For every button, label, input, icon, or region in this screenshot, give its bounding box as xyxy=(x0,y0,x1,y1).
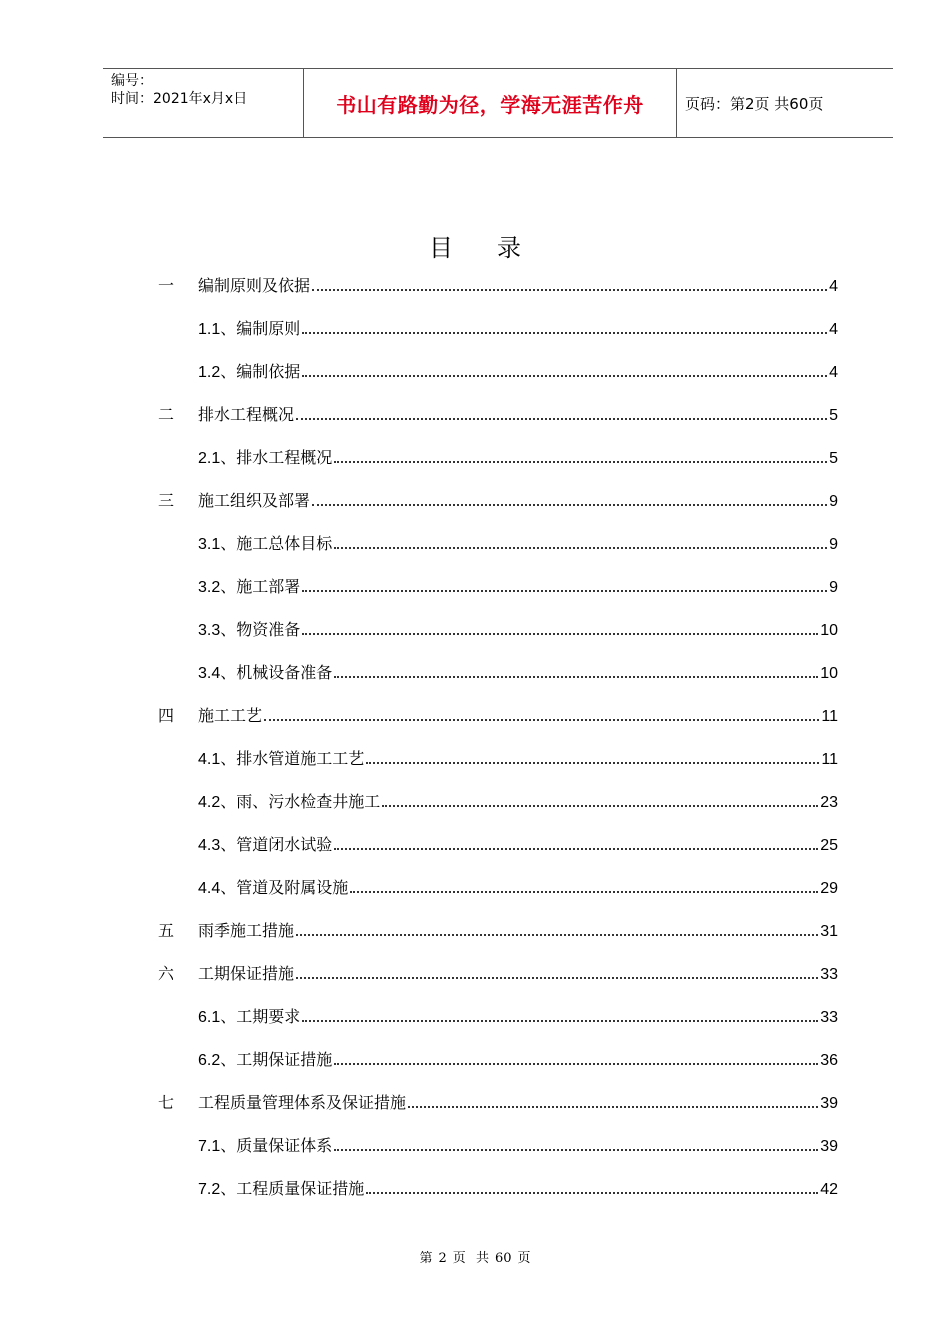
toc-title-char: 目 xyxy=(429,234,453,262)
toc-entry[interactable] xyxy=(158,786,838,812)
toc-dot-leader xyxy=(382,805,818,807)
toc-title xyxy=(0,228,950,263)
toc-dot-leader xyxy=(302,332,827,334)
toc-entry-page: 4 xyxy=(829,364,838,381)
toc-entry[interactable] xyxy=(158,700,838,726)
header-left-cell xyxy=(103,69,303,137)
toc-dot-leader xyxy=(264,719,819,721)
toc-entry-label: 工程质量保证措施 xyxy=(236,1179,365,1198)
toc-entry-page: 4 xyxy=(829,321,838,338)
footer-total-pages: 60 xyxy=(494,1251,512,1266)
toc-entry[interactable] xyxy=(158,571,838,597)
toc-entry-page: 10 xyxy=(820,665,838,682)
code-label: 编号： xyxy=(111,73,153,89)
toc-entry-label: 物资准备 xyxy=(236,620,301,639)
toc-entry[interactable] xyxy=(158,356,838,382)
toc-entry[interactable] xyxy=(158,743,838,769)
toc-dot-leader xyxy=(334,1149,818,1151)
toc-entry-page: 39 xyxy=(820,1095,838,1112)
toc-entry-number: 4.4、 xyxy=(198,880,237,897)
toc-entry-label: 施工组织及部署 xyxy=(198,491,311,510)
toc-entry-number: 3.4、 xyxy=(198,665,237,682)
toc-entry-number: 3.1、 xyxy=(198,536,237,553)
toc-entry[interactable] xyxy=(158,915,838,941)
toc-entry-label: 工期保证措施 xyxy=(236,1050,333,1069)
toc-dot-leader xyxy=(334,1063,818,1065)
toc-entry-number: 六 xyxy=(158,964,175,983)
toc-entry-page: 31 xyxy=(820,923,838,940)
toc-entry-number: 四 xyxy=(158,706,175,725)
toc-entry-page: 9 xyxy=(829,579,838,596)
footer-part: 第 xyxy=(419,1251,433,1266)
toc-dot-leader xyxy=(334,676,818,678)
footer-part: 共 xyxy=(475,1251,489,1266)
page-header xyxy=(103,68,893,138)
toc-dot-leader xyxy=(296,418,827,420)
toc-dot-leader xyxy=(312,504,827,506)
toc-entry-number: 1.2、 xyxy=(198,364,237,381)
toc-entry[interactable] xyxy=(158,528,838,554)
toc-entry[interactable] xyxy=(158,1087,838,1113)
toc-entry-page: 11 xyxy=(821,751,838,768)
toc-entry-page: 33 xyxy=(820,966,838,983)
toc-entry-page: 25 xyxy=(820,837,838,854)
toc-entry-number: 6.1、 xyxy=(198,1009,237,1026)
toc-entry[interactable] xyxy=(158,872,838,898)
toc-entry-page: 5 xyxy=(829,450,838,467)
toc-entry-number: 七 xyxy=(158,1093,175,1112)
toc-entry-label: 排水管道施工工艺 xyxy=(236,749,365,768)
toc-entry-label: 管道及附属设施 xyxy=(236,878,349,897)
toc-entry-label: 雨季施工措施 xyxy=(198,921,295,940)
toc-entry[interactable] xyxy=(158,829,838,855)
toc-entry-label: 工程质量管理体系及保证措施 xyxy=(198,1093,407,1112)
toc-dot-leader xyxy=(296,977,818,979)
toc-dot-leader xyxy=(350,891,818,893)
toc-entry-number: 6.2、 xyxy=(198,1052,237,1069)
toc-entry-number: 2.1、 xyxy=(198,450,237,467)
toc-entry-label: 雨、污水检查井施工 xyxy=(236,792,381,811)
toc-entry-label: 编制依据 xyxy=(236,362,301,381)
toc-entry-number: 7.1、 xyxy=(198,1138,237,1155)
toc-entry[interactable] xyxy=(158,958,838,984)
toc-entry[interactable] xyxy=(158,1173,838,1199)
toc-entry-label: 排水工程概况 xyxy=(198,405,295,424)
toc-entry-number: 4.2、 xyxy=(198,794,237,811)
toc-entry-label: 工期保证措施 xyxy=(198,964,295,983)
footer-current-page: 2 xyxy=(438,1251,447,1266)
toc-entry-number: 3.3、 xyxy=(198,622,237,639)
toc-entry-number: 一 xyxy=(158,276,175,295)
page-footer xyxy=(0,1247,950,1266)
toc-entry[interactable] xyxy=(158,442,838,468)
header-page-info: 页码：第2页 共60页 xyxy=(685,94,824,113)
toc-entry-number: 三 xyxy=(158,491,175,510)
toc-entry-label: 工期要求 xyxy=(236,1007,301,1026)
toc-entry-label: 质量保证体系 xyxy=(236,1136,333,1155)
footer-part: 页 xyxy=(452,1251,466,1266)
toc-entry-number: 4.3、 xyxy=(198,837,237,854)
toc-entry-page: 10 xyxy=(820,622,838,639)
toc-entry-label: 管道闭水试验 xyxy=(236,835,333,854)
toc-dot-leader xyxy=(408,1106,818,1108)
toc-entry-label: 机械设备准备 xyxy=(236,663,333,682)
footer-part: 页 xyxy=(517,1251,531,1266)
toc-dot-leader xyxy=(296,934,818,936)
toc-title-char: 录 xyxy=(497,234,521,262)
toc-entry[interactable] xyxy=(158,485,838,511)
toc-entry-page: 9 xyxy=(829,536,838,553)
toc-entry-page: 23 xyxy=(820,794,838,811)
toc-entry[interactable] xyxy=(158,1130,838,1156)
toc-entry-page: 33 xyxy=(820,1009,838,1026)
toc-dot-leader xyxy=(302,590,827,592)
toc-entry-label: 编制原则 xyxy=(236,319,301,338)
toc-entry-page: 11 xyxy=(821,708,838,725)
toc-entry-label: 施工部署 xyxy=(236,577,301,596)
toc-dot-leader xyxy=(312,289,827,291)
toc-entry-page: 5 xyxy=(829,407,838,424)
toc-entry[interactable] xyxy=(158,399,838,425)
toc-dot-leader xyxy=(302,375,827,377)
toc-entry[interactable] xyxy=(158,1001,838,1027)
toc-entry[interactable] xyxy=(158,657,838,683)
toc-entry-number: 7.2、 xyxy=(198,1181,237,1198)
time-label: 时间：2021年x月x日 xyxy=(111,91,248,107)
toc-dot-leader xyxy=(334,848,818,850)
toc-entry[interactable] xyxy=(158,313,838,339)
toc-entry-number: 4.1、 xyxy=(198,751,237,768)
toc-dot-leader xyxy=(366,1192,818,1194)
toc-dot-leader xyxy=(334,547,827,549)
toc-entry-label: 编制原则及依据 xyxy=(198,276,311,295)
toc-entry-label: 排水工程概况 xyxy=(236,448,333,467)
toc-dot-leader xyxy=(334,461,827,463)
toc-entry[interactable] xyxy=(158,614,838,640)
toc-entry[interactable] xyxy=(158,270,838,296)
toc-entry-page: 29 xyxy=(820,880,838,897)
toc-entry-number: 二 xyxy=(158,405,175,424)
toc-entry-page: 36 xyxy=(820,1052,838,1069)
toc-entry-page: 39 xyxy=(820,1138,838,1155)
toc-entry-number: 3.2、 xyxy=(198,579,237,596)
toc-entry-page: 9 xyxy=(829,493,838,510)
toc-entry-label: 施工工艺 xyxy=(198,706,263,725)
toc-entry-number: 1.1、 xyxy=(198,321,237,338)
toc-dot-leader xyxy=(302,1020,818,1022)
toc-entry[interactable] xyxy=(158,1044,838,1070)
toc-dot-leader xyxy=(366,762,819,764)
header-motto: 书山有路勤为径，学海无涯苦作舟 xyxy=(303,69,677,137)
toc-entry-label: 施工总体目标 xyxy=(236,534,333,553)
toc-entry-page: 42 xyxy=(820,1181,838,1198)
toc-entry-page: 4 xyxy=(829,278,838,295)
toc-dot-leader xyxy=(302,633,818,635)
toc-entry-number: 五 xyxy=(158,921,175,940)
